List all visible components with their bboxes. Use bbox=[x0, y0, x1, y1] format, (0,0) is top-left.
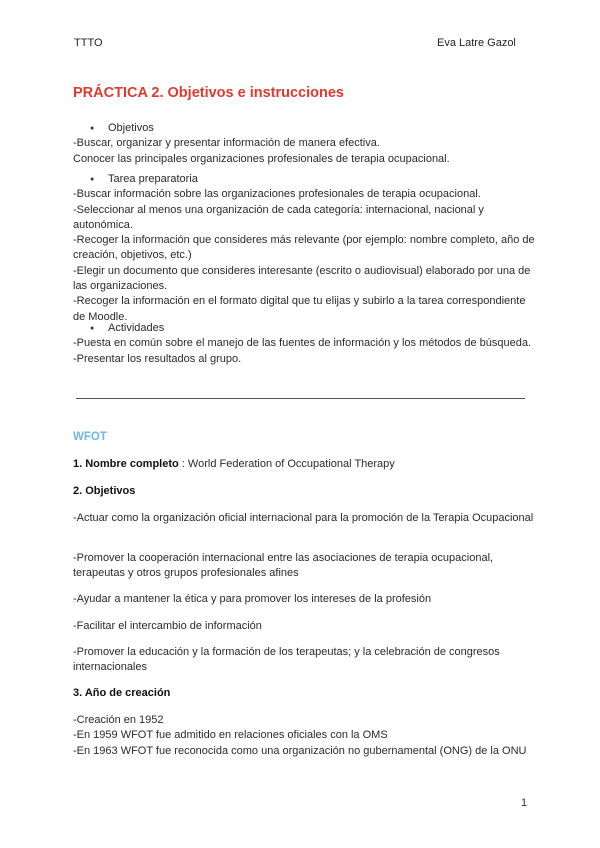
wfot-heading: WFOT bbox=[73, 431, 107, 443]
wfot-objetivo-item: -Ayudar a mantener la ética y para promover los intereses de la profesión bbox=[73, 593, 432, 605]
page-number: 1 bbox=[521, 797, 528, 809]
wfot-objetivo-item: -Promover la educación y la formación de los terapeutas; y la celebración de congresos internacionales bbox=[73, 646, 500, 674]
actividades-line: -Presentar los resultados al grupo. bbox=[73, 352, 242, 365]
wfot-nombre bbox=[73, 457, 535, 472]
tarea-line: -Recoger la información en el formato digital que tu elijas y subirlo a la tarea correspondiente de Moodle. bbox=[73, 295, 526, 323]
objetivos-line: -Buscar, organizar y presentar información de manera efectiva. bbox=[73, 137, 380, 150]
wfot-objetivos-heading bbox=[73, 484, 535, 499]
nombre-value: : World Federation of Occupational Therapy bbox=[178, 458, 395, 470]
objetivos-line: Conocer las principales organizaciones profesionales de terapia ocupacional. bbox=[73, 152, 450, 165]
anio-heading-label: 3. Año de creación bbox=[73, 687, 171, 699]
tarea-line: -Recoger la información que consideres más relevante (por ejemplo: nombre completo, año de creación, objetivos, etc.) bbox=[73, 234, 535, 262]
anio-line: -Creación en 1952 bbox=[73, 714, 164, 726]
wfot-anio-heading bbox=[73, 686, 535, 701]
wfot-objetivo-item: -Actuar como la organización oficial internacional para la promoción de la Terapia Ocupacional bbox=[73, 512, 534, 524]
header-author: Eva Latre Gazol bbox=[437, 37, 516, 49]
actividades-line: -Puesta en común sobre el manejo de las fuentes de información y los métodos de búsqueda. bbox=[73, 337, 531, 350]
wfot-objetivo-item: -Promover la cooperación internacional entre las asociaciones de terapia ocupacional, terapeutas y otros grupos profesionales afines bbox=[73, 552, 494, 580]
tarea-heading: ● Tarea preparatoria bbox=[73, 172, 535, 187]
section-objetivos bbox=[73, 121, 535, 167]
divider bbox=[76, 398, 525, 399]
section-actividades bbox=[73, 321, 535, 367]
tarea-line: -Buscar información sobre las organizaciones profesionales de terapia ocupacional. bbox=[73, 188, 481, 201]
section-tarea bbox=[73, 172, 535, 325]
anio-line: -En 1963 WFOT fue reconocida como una organización no gubernamental (ONG) de la ONU bbox=[73, 744, 527, 757]
tarea-line: -Seleccionar al menos una organización de cada categoría: internacional, nacional y autonómica. bbox=[73, 203, 484, 231]
tarea-line: -Elegir un documento que consideres interesante (escrito o audiovisual) elaborado por una de las organizaciones. bbox=[73, 264, 531, 293]
nombre-label: 1. Nombre completo bbox=[73, 458, 179, 470]
header-course: TTTO bbox=[74, 37, 103, 49]
objetivos-heading: ● Objetivos bbox=[73, 121, 535, 136]
wfot-objetivo-item: -Facilitar el intercambio de información bbox=[73, 620, 262, 632]
anio-line: -En 1959 WFOT fue admitido en relaciones oficiales con la OMS bbox=[73, 729, 388, 742]
wfot-anio-list bbox=[73, 713, 535, 759]
page-title: PRÁCTICA 2. Objetivos e instrucciones bbox=[73, 85, 344, 101]
actividades-heading: ● Actividades bbox=[73, 321, 535, 336]
objetivos-heading-label: 2. Objetivos bbox=[73, 485, 136, 497]
